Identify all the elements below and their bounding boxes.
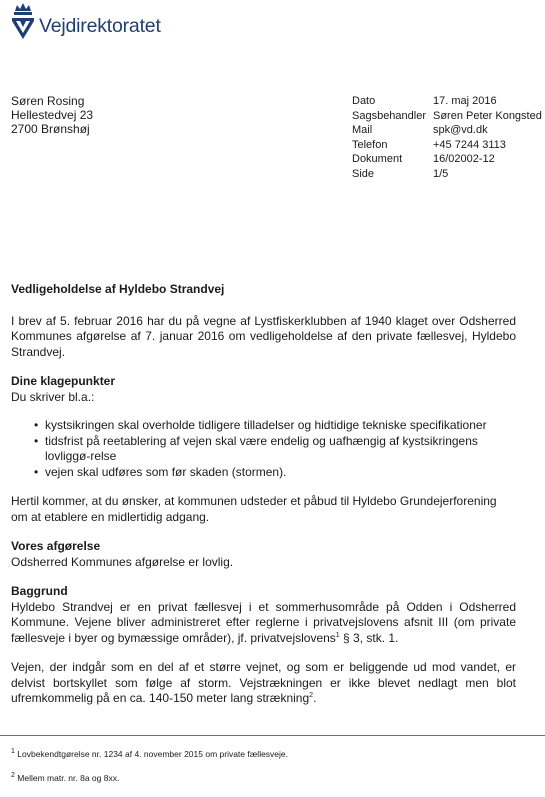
meta-value: 1/5	[433, 167, 449, 180]
meta-row-mail	[352, 123, 545, 138]
complaints-list	[11, 418, 516, 480]
crown-shield-icon	[11, 2, 35, 40]
meta-label: Side	[352, 167, 375, 180]
recipient-street: Hellestedvej 23	[11, 108, 94, 122]
additional-request-paragraph: Hertil kommer, at du ønsker, at kommunen udsteder et påbud til Hyldebo Grundejerforening om at etablere en midlertidig adgang.	[11, 494, 497, 524]
meta-row-caseworker	[352, 109, 545, 124]
footnote-ref-1: 1	[335, 631, 340, 639]
road-text: Vejen, der indgår som en del af et større vejnet, og som er beliggende ud mod vandet, er delvist bortskyllet som følge af storm. Vejstrækningen er ikke blevet nedlagt men blot ufremkommelig på en ca. 140-150 meter lang strækning	[11, 660, 516, 705]
road-tail: .	[313, 691, 317, 705]
recipient-address	[11, 94, 93, 136]
meta-value: Søren Peter Kongsted	[433, 109, 542, 122]
meta-row-page	[352, 167, 545, 182]
complaints-heading: Dine klagepunkter	[11, 374, 116, 388]
meta-value: 16/02002-12	[433, 153, 495, 165]
letter-title: Vedligeholdelse af Hyldebo Strandvej	[11, 282, 225, 296]
logo-text: Vejdirektoratet	[39, 15, 161, 37]
meta-label: Telefon	[352, 138, 388, 151]
letter-metadata	[352, 94, 545, 181]
footnote-text: Lovbekendtgørelse nr. 1234 af 4. november 2015 om private fællesveje.	[14, 749, 289, 759]
footnote-text: Mellem matr. nr. 8a og 8xx.	[14, 773, 120, 783]
background-text: Hyldebo Strandvej er en privat fællesvej i et sommerhusområde på Odden i Odsherred Kommune. Vejene bliver administreret efter reglerne i privatvejslovens afsnit III (om private fællesveje i byer og bymæssige områder), jf. privatvejslovens	[11, 599, 516, 645]
footnote-number: 1	[11, 748, 15, 756]
meta-row-date	[352, 94, 545, 109]
footnote-2	[11, 773, 288, 784]
meta-label: Sagsbehandler	[352, 109, 427, 122]
list-item: • tidsfrist på reetablering af vejen skal være endelig og uafhængig af kystsikringens lovliggø-relse	[11, 434, 516, 465]
intro-paragraph: I brev af 5. februar 2016 har du på vegne af Lystfiskerklubben af 1940 klaget over Odsherred Kommunes afgørelse af 7. januar 2016 om vedligeholdelse af den private fællesvej, Hyldebo Strandvej.	[11, 313, 516, 359]
recipient-name: Søren Rosing	[11, 94, 85, 108]
meta-row-phone	[352, 138, 545, 153]
meta-label: Dato	[352, 95, 376, 107]
background-paragraph	[11, 600, 516, 647]
decision-text: Odsherred Kommunes afgørelse er lovlig.	[11, 554, 234, 569]
meta-value: +45 7244 3113	[433, 138, 506, 151]
list-item: • kystsikringen skal overholde tidligere tilladelser og hidtidige tekniske specifikationer	[11, 418, 516, 434]
footnote-1	[11, 749, 288, 760]
background-heading: Baggrund	[11, 584, 68, 598]
meta-label: Dokument	[352, 153, 403, 165]
meta-value: 17. maj 2016	[433, 95, 497, 107]
letter-body	[11, 282, 516, 707]
complaints-lead: Du skriver bl.a.:	[11, 389, 95, 404]
list-item: • vejen skal udføres som før skaden (stormen).	[11, 465, 516, 481]
footnote-ref-2: 2	[309, 692, 314, 699]
meta-value: spk@vd.dk	[433, 124, 488, 136]
meta-row-document	[352, 152, 545, 167]
footnotes	[11, 749, 288, 797]
decision-heading: Vores afgørelse	[11, 539, 101, 553]
meta-label: Mail	[352, 124, 373, 136]
footnote-number: 2	[11, 772, 15, 780]
footnote-divider	[0, 735, 545, 736]
background-tail: § 3, stk. 1.	[339, 630, 399, 645]
recipient-city: 2700 Brønshøj	[11, 122, 90, 136]
logo	[11, 2, 161, 40]
road-paragraph	[11, 660, 516, 707]
